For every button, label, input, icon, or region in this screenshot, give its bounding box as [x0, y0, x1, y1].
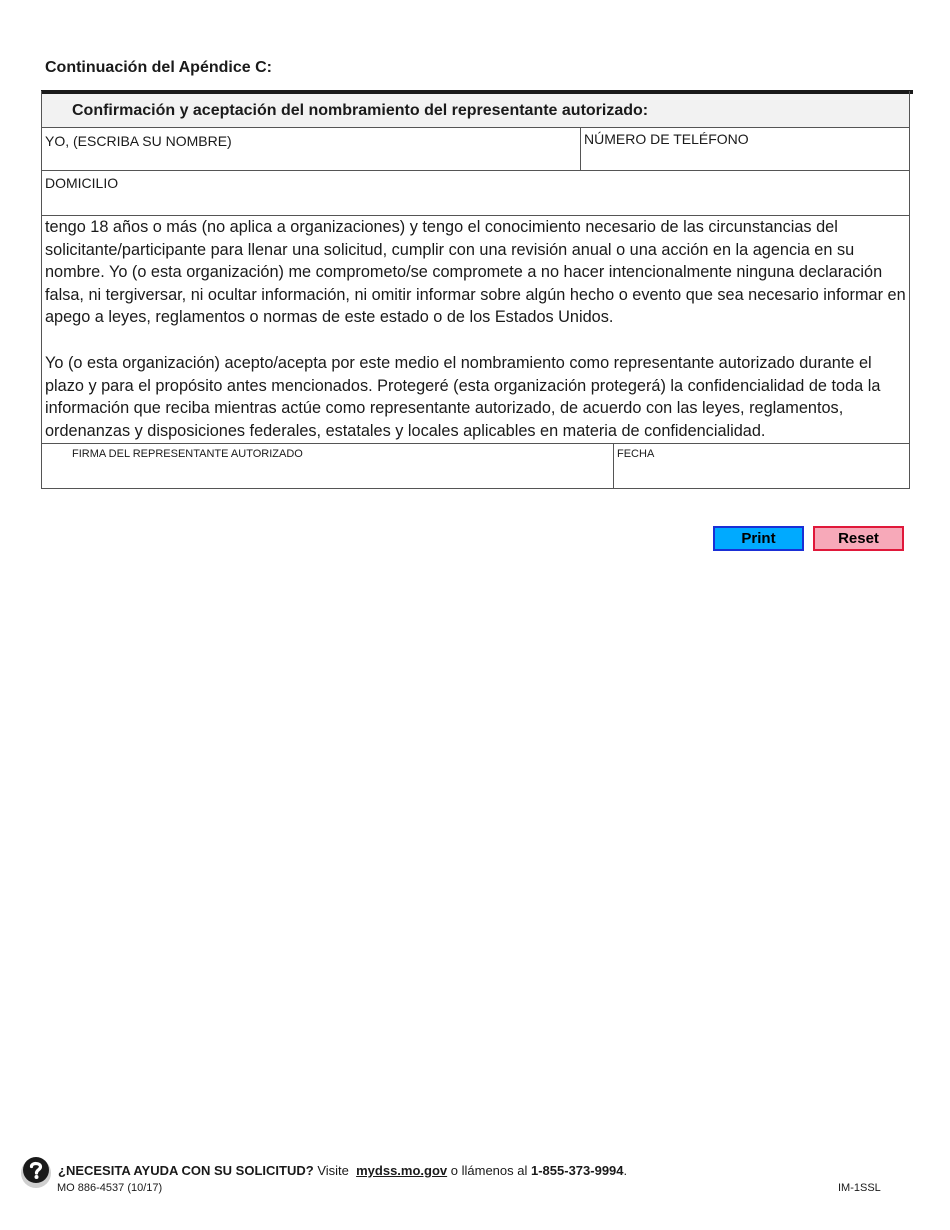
- address-label: DOMICILIO: [45, 175, 119, 191]
- declaration-paragraph-1: tengo 18 años o más (no aplica a organizaciones) y tengo el conocimiento necesario de las circunstancias del solicitante/participante para llenar una solicitud, cumplir con una revisión anual o una acción en la agencia en su nombre. Yo (o esta organización) me comprometo/se compromete a no hacer intencionalmente ninguna declaración falsa, ni tergiversar, ni ocultar información, ni omitir informar sobre algún hecho o evento que sea necesario informar en apego a leyes, reglamentos o normas de este estado o de los Estados Unidos.: [45, 218, 906, 327]
- help-text: [58, 1163, 627, 1178]
- help-question: ¿NECESITA AYUDA CON SU SOLICITUD?: [58, 1163, 314, 1178]
- signature-label: FIRMA DEL REPRESENTANTE AUTORIZADO: [72, 448, 303, 461]
- name-field[interactable]: [42, 128, 581, 170]
- print-button[interactable]: Print: [713, 526, 804, 551]
- form-number: MO 886-4537 (10/17): [57, 1182, 163, 1194]
- call-text: o llámenos al: [450, 1163, 528, 1178]
- address-field[interactable]: [42, 171, 909, 215]
- form-code: IM-1SSL: [838, 1182, 881, 1194]
- phone-label: NÚMERO DE TELÉFONO: [584, 131, 749, 147]
- declaration-paragraph-2: Yo (o esta organización) acepto/acepta por este medio el nombramiento como representante autorizado durante el plazo y para el propósito antes mencionados. Protegeré (esta organización protegerá) la confidencialidad de toda la información que reciba mientras actúe como representante autorizado, de acuerdo con las leyes, reglamentos, ordenanzas y disposiciones federales, estatales y locales aplicables en materia de confidencialidad.: [45, 353, 881, 440]
- name-phone-row: [42, 128, 909, 171]
- question-circle-icon: [20, 1155, 54, 1189]
- visit-text: Visite: [317, 1163, 349, 1178]
- signature-date-row: [42, 444, 909, 488]
- form-header: Confirmación y aceptación del nombramiento del representante autorizado:: [42, 94, 909, 128]
- phone-field[interactable]: [581, 128, 909, 170]
- section-title: Continuación del Apéndice C:: [45, 59, 272, 76]
- name-label: YO, (ESCRIBA SU NOMBRE): [45, 133, 232, 149]
- help-period: .: [623, 1163, 628, 1178]
- help-phone: 1-855-373-9994: [531, 1163, 624, 1178]
- signature-field[interactable]: [42, 444, 614, 488]
- reset-button[interactable]: Reset: [813, 526, 904, 551]
- date-label: FECHA: [617, 448, 655, 461]
- website-link[interactable]: mydss.mo.gov: [356, 1163, 448, 1178]
- declaration-text: [42, 216, 909, 444]
- address-row: [42, 171, 909, 216]
- authorized-representative-form: [41, 91, 910, 489]
- date-field[interactable]: [614, 444, 909, 488]
